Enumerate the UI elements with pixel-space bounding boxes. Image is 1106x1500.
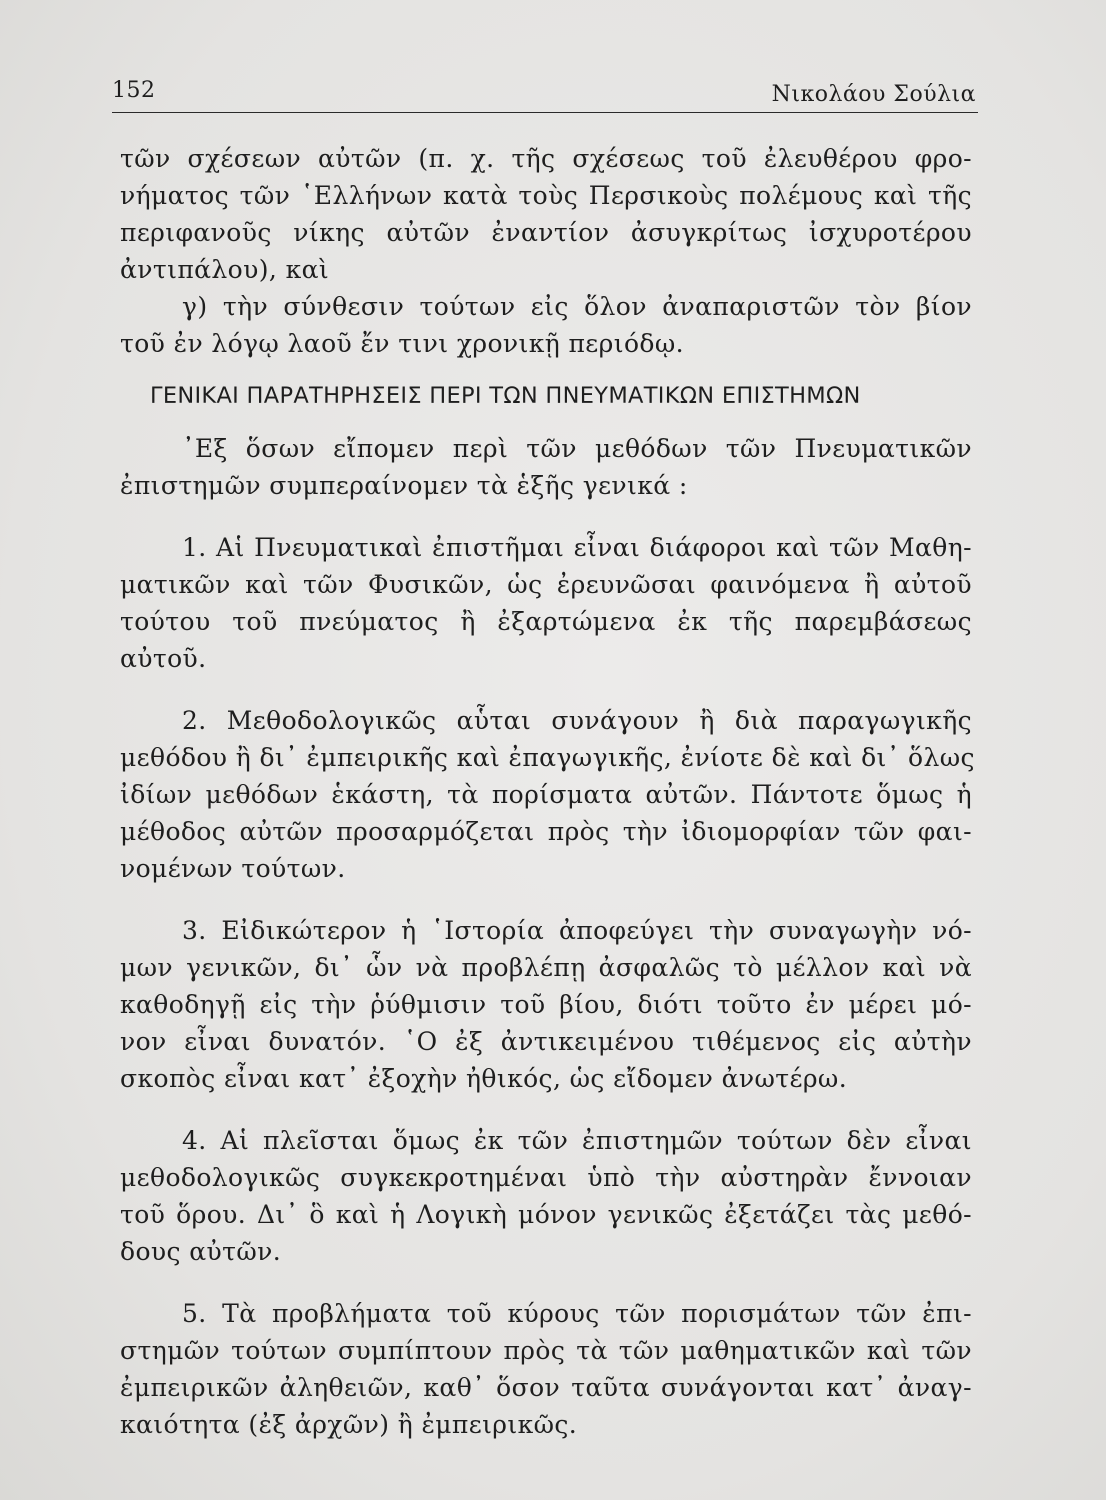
text-line: ἰδίων μεθόδων ἑκάστη, τὰ πορίσματα αὐτῶν. Πάντοτε ὅμως ἡ	[120, 780, 972, 809]
text-line: αὐτοῦ.	[120, 644, 207, 673]
text-line: μεθόδου ἢ δι᾿ ἐμπειρικῆς καὶ ἐπαγωγικῆς, ἐνίοτε δὲ καὶ δι᾿ ὅλως	[120, 743, 975, 772]
text-line: στημῶν τούτων συμπίπτουν πρὸς τὰ τῶν μαθηματικῶν καὶ τῶν	[120, 1336, 972, 1365]
text-line: τοῦ ἐν λόγῳ λαοῦ ἔν τινι χρονικῇ περιόδῳ.	[120, 329, 684, 358]
intro-paragraph	[120, 140, 972, 288]
text-line: γ) τὴν σύνθεσιν τούτων εἰς ὅλον ἀναπαριστῶν τὸν βίον	[182, 292, 972, 321]
section-heading: ΓΕΝΙΚΑΙ ΠΑΡΑΤΗΡΗΣΕΙΣ ΠΕΡΙ ΤΩΝ ΠΝΕΥΜΑΤΙΚΩΝ ΕΠΙΣΤΗΜΩΝ	[150, 383, 861, 409]
text-line: σκοπὸς εἶναι κατ᾿ ἐξοχὴν ἠθικός, ὡς εἴδομεν ἀνωτέρω.	[120, 1064, 848, 1093]
page-number: 152	[112, 78, 156, 103]
text-line: 2. Μεθοδολογικῶς αὗται συνάγουν ἢ διὰ παραγωγικῆς	[182, 706, 972, 735]
point-4-paragraph	[120, 1122, 972, 1270]
text-line: περιφανοῦς νίκης αὐτῶν ἐναντίον ἀσυγκρίτως ἰσχυροτέρου	[120, 218, 972, 247]
text-line: νομένων τούτων.	[120, 854, 346, 883]
text-line: νον εἶναι δυνατόν. ῾Ο ἐξ ἀντικειμένου τιθέμενος εἰς αὐτὴν	[120, 1027, 972, 1056]
text-line: δους αὐτῶν.	[120, 1237, 282, 1266]
text-line: μων γενικῶν, δι᾿ ὧν νὰ προβλέπῃ ἀσφαλῶς τὸ μέλλον καὶ νὰ	[120, 953, 972, 982]
text-line: ἀντιπάλου), καὶ	[120, 255, 330, 284]
point-3-paragraph	[120, 912, 972, 1097]
text-line: ᾿Εξ ὅσων εἴπομεν περὶ τῶν μεθόδων τῶν Πνευματικῶν	[182, 434, 972, 463]
text-line: ἐπιστημῶν συμπεραίνομεν τὰ ἑξῆς γενικά :	[120, 471, 688, 500]
text-line: μέθοδος αὐτῶν προσαρμόζεται πρὸς τὴν ἰδιομορφίαν τῶν φαι-	[120, 817, 972, 846]
point-1-paragraph	[120, 529, 972, 677]
point-2-paragraph	[120, 702, 975, 887]
text-line: 1. Αἱ Πνευματικαὶ ἐπιστῆμαι εἶναι διάφοροι καὶ τῶν Μαθη-	[182, 533, 972, 562]
page-header	[112, 76, 978, 113]
text-line: τῶν σχέσεων αὐτῶν (π. χ. τῆς σχέσεως τοῦ ἐλευθέρου φρο-	[120, 144, 972, 173]
text-line: νήματος τῶν ῾Ελλήνων κατὰ τοὺς Περσικοὺς πολέμους καὶ τῆς	[120, 181, 972, 210]
text-line: καθοδηγῇ εἰς τὴν ῥύθμισιν τοῦ βίου, διότι τοῦτο ἐν μέρει μό-	[120, 990, 972, 1019]
text-line: 4. Αἱ πλεῖσται ὅμως ἐκ τῶν ἐπιστημῶν τούτων δὲν εἶναι	[182, 1126, 972, 1155]
running-head: Νικολάου Σούλια	[771, 82, 976, 107]
text-line: τοῦ ὅρου. Δι᾿ ὃ καὶ ἡ Λογικὴ μόνον γενικῶς ἐξετάζει τὰς μεθό-	[120, 1200, 972, 1229]
item-g-paragraph	[120, 288, 972, 362]
text-line: τούτου τοῦ πνεύματος ἢ ἐξαρτώμενα ἐκ τῆς παρεμβάσεως	[120, 607, 972, 636]
text-line: καιότητα (ἐξ ἀρχῶν) ἢ ἐμπειρικῶς.	[120, 1410, 578, 1439]
text-line: 3. Εἰδικώτερον ἡ ῾Ιστορία ἀποφεύγει τὴν συναγωγὴν νό-	[182, 916, 972, 945]
lead-paragraph	[120, 430, 972, 504]
text-line: ματικῶν καὶ τῶν Φυσικῶν, ὡς ἐρευνῶσαι φαινόμενα ἢ αὐτοῦ	[120, 570, 972, 599]
text-line: 5. Τὰ προβλήματα τοῦ κύρους τῶν πορισμάτων τῶν ἐπι-	[182, 1299, 972, 1328]
page-body	[120, 140, 975, 1443]
text-line: μεθοδολογικῶς συγκεκροτημέναι ὑπὸ τὴν αὐστηρὰν ἔννοιαν	[120, 1163, 972, 1192]
point-5-paragraph	[120, 1295, 972, 1443]
text-line: ἐμπειρικῶν ἀληθειῶν, καθ᾿ ὅσον ταῦτα συνάγονται κατ᾿ ἀναγ-	[120, 1373, 972, 1402]
